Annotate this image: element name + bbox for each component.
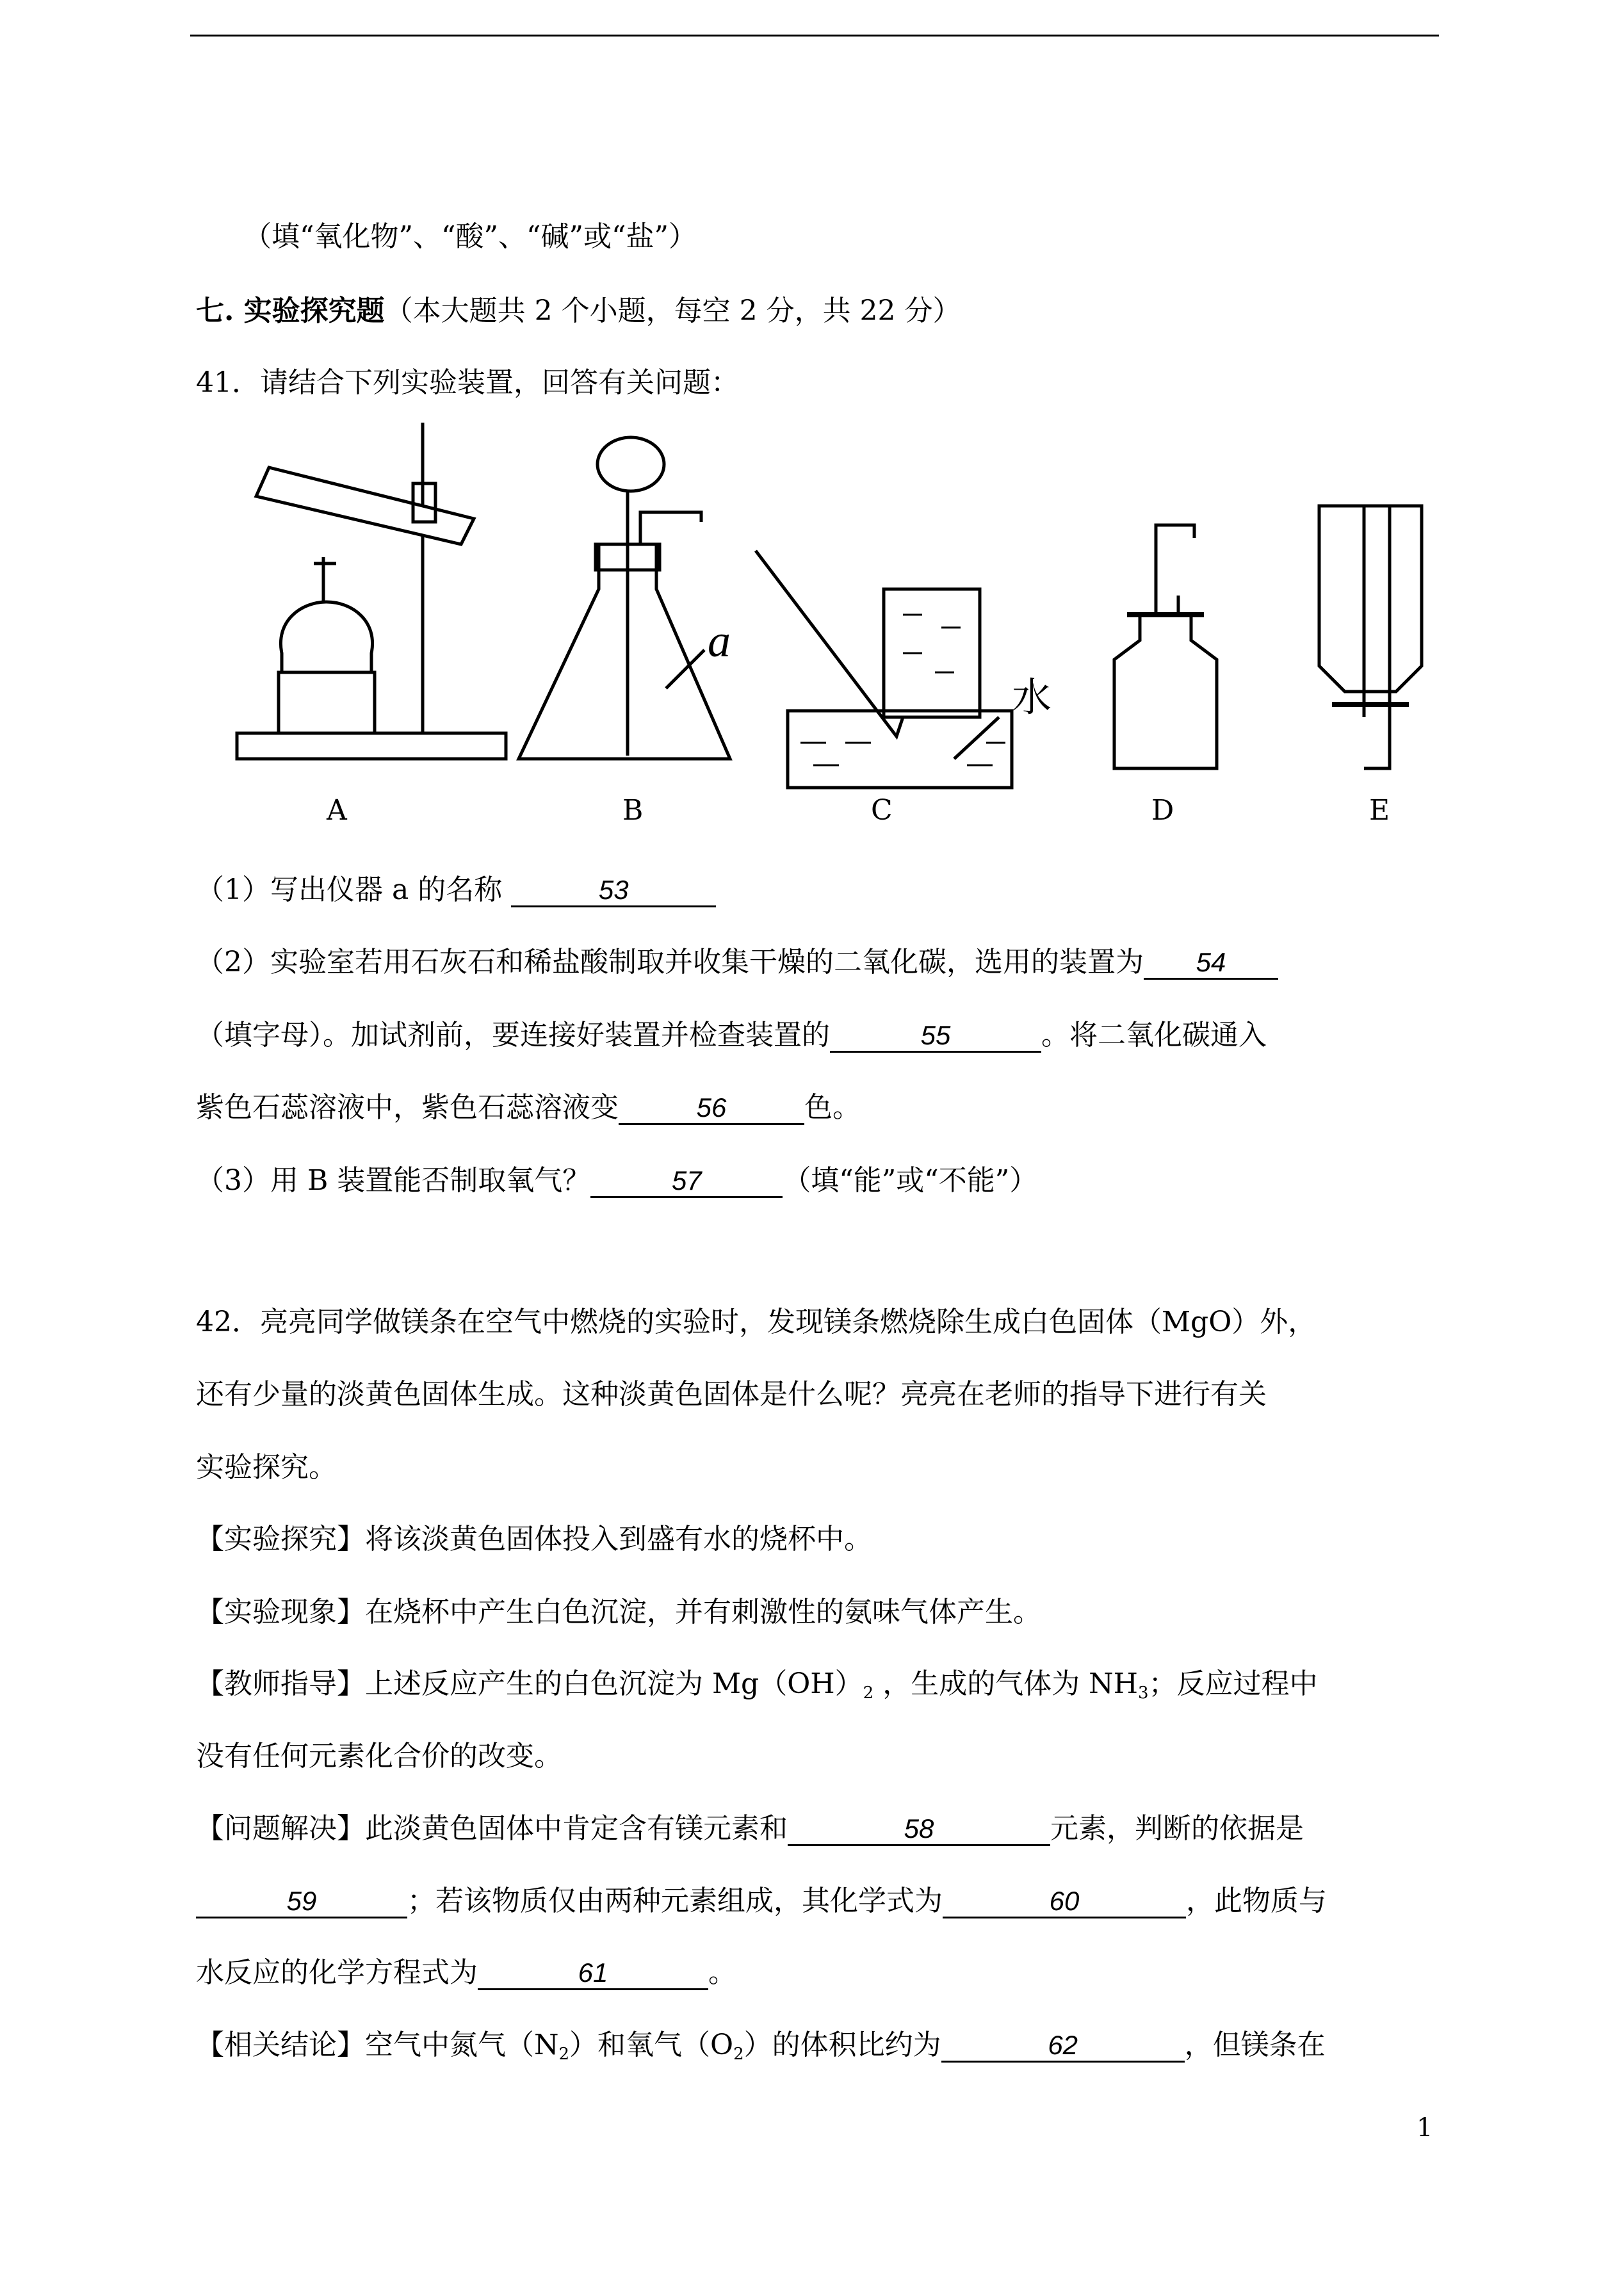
b-delivery-tube — [640, 512, 701, 544]
section-note: （本大题共 2 个小题，每空 2 分，共 22 分） — [384, 295, 961, 327]
section-title: 七. 实验探究题 — [196, 295, 385, 327]
c-gas-jar — [884, 589, 980, 717]
q42-phenomenon: 【实验现象】在烧杯中产生白色沉淀，并有刺激性的氨味气体产生。 — [196, 1596, 1041, 1628]
c-pointer — [954, 717, 999, 759]
section-heading — [196, 292, 961, 330]
b-funnel-bulb — [597, 437, 664, 491]
blank-56[interactable]: 56 — [619, 1090, 804, 1125]
q41-part3: （3）用 B 装置能否制取氧气？ 57 （填“能”或“不能”） — [196, 1164, 1038, 1197]
a-stand-base — [237, 733, 506, 759]
d-tube-long — [1156, 525, 1194, 615]
a-burner-block — [279, 672, 375, 733]
fill-hint: （填“氧化物”、“酸”、“碱”或“盐”） — [243, 220, 697, 253]
q41-part1: （1）写出仪器 a 的名称 53 — [196, 871, 716, 909]
label-d: D — [1151, 794, 1174, 827]
q42-conclusion: 【相关结论】空气中氮气$(N_2)$和氧气$(O_2)$的体积比约为 62 ，但镁条在 — [196, 2029, 1326, 2064]
label-b: B — [622, 794, 644, 827]
q42-explore: 【实验探究】将该淡黄色固体投入到盛有水的烧杯中。 — [196, 1523, 872, 1555]
label-a: A — [327, 794, 347, 827]
blank-58[interactable]: 58 — [788, 1811, 1050, 1846]
b-flask — [519, 544, 730, 759]
blank-59[interactable]: 59 — [196, 1883, 407, 1918]
q42-solve: 【问题解决】此淡黄色固体中肯定含有镁元素和 58 元素，判断的依据是 — [196, 1812, 1304, 1845]
d-bottle — [1114, 615, 1217, 768]
e-tube-b — [1364, 506, 1390, 768]
q42-line1: 42．亮亮同学做镁条在空气中燃烧的实验时，发现镁条燃烧除生成白色固体（MgO）外， — [196, 1306, 1317, 1338]
apparatus-drawing — [218, 410, 1460, 832]
q41-part2-cont: （填字母）。加试剂前，要连接好装置并检查装置的 55 。将二氧化碳通入 — [196, 1019, 1267, 1051]
e-bottle — [1319, 506, 1422, 692]
q41-part2: （2）实验室若用石灰石和稀盐酸制取并收集干燥的二氧化碳，选用的装置为 54 — [196, 943, 1278, 982]
blank-55[interactable]: 55 — [830, 1018, 1041, 1053]
q42-guide: 【教师指导】上述反应产生的白色沉淀为 $Mg(OH)_2$ ，生成的气体为 $NH_3$；反应过程中 — [196, 1667, 1318, 1703]
annot-a: a — [708, 615, 731, 667]
label-e: E — [1369, 794, 1390, 827]
header-rule — [190, 35, 1439, 36]
q42-solve-2: 59 ；若该物质仅由两种元素组成，其化学式为 60 ，此物质与 — [196, 1882, 1327, 1920]
q41-stem: 41．请结合下列实验装置，回答有关问题： — [196, 366, 739, 399]
q42-line2: 还有少量的淡黄色固体生成。这种淡黄色固体是什么呢？亮亮在老师的指导下进行有关 — [196, 1378, 1267, 1411]
a-lamp — [280, 602, 372, 672]
apparatus-figure — [218, 410, 1460, 832]
q42-line3: 实验探究。 — [196, 1451, 337, 1484]
a-wick — [314, 557, 336, 602]
q41-part2-cont2: 紫色石蕊溶液中，紫色石蕊溶液变 56 色。 — [196, 1091, 861, 1124]
blank-53[interactable]: 53 — [511, 872, 716, 907]
q42-solve-3: 水反应的化学方程式为 61 。 — [196, 1956, 736, 1989]
label-c: C — [871, 794, 893, 827]
annot-water: 水 — [1012, 676, 1052, 720]
blank-61[interactable]: 61 — [478, 1955, 708, 1990]
page-number: 1 — [1417, 2113, 1433, 2143]
blank-54[interactable]: 54 — [1144, 945, 1278, 980]
blank-60[interactable]: 60 — [943, 1883, 1186, 1918]
a-test-tube — [256, 467, 474, 544]
blank-57[interactable]: 57 — [590, 1163, 783, 1198]
blank-62[interactable]: 62 — [941, 2027, 1185, 2063]
q42-guide-l2: 没有任何元素化合价的改变。 — [196, 1740, 562, 1772]
c-delivery-tube — [756, 551, 903, 736]
